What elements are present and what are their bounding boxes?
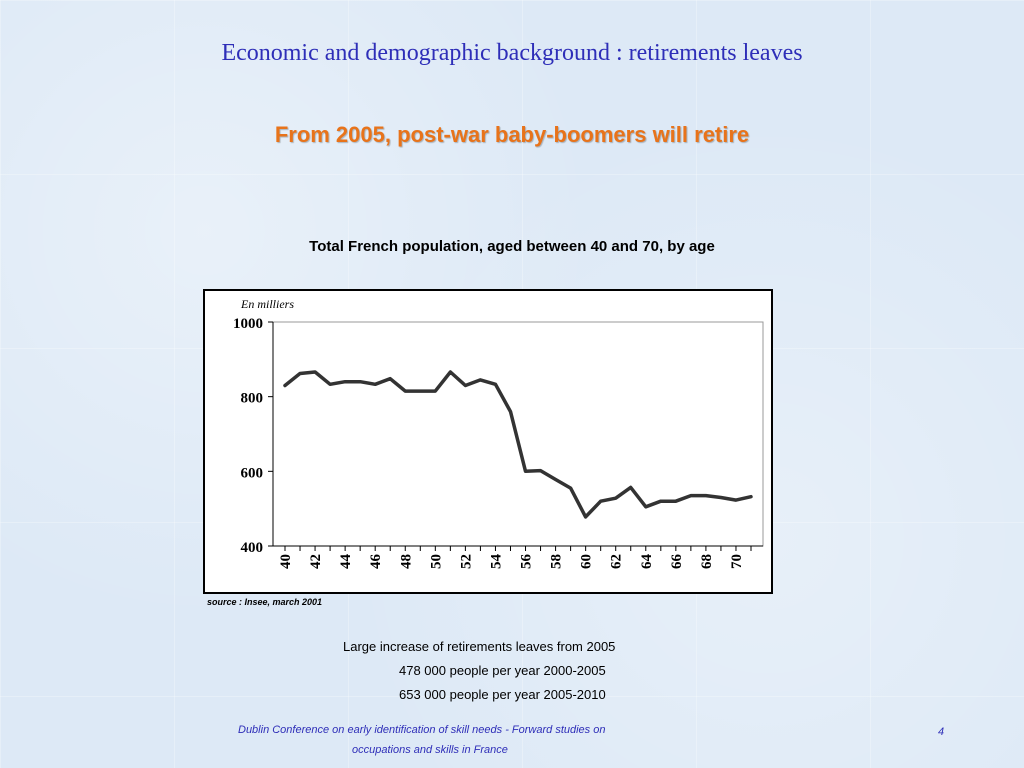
footer-text-line-1: Dublin Conference on early identification of skill needs - Forward studies on: [238, 724, 606, 736]
note-line-1: Large increase of retirements leaves from 2005: [343, 639, 616, 654]
unit-label: En milliers: [241, 297, 294, 311]
slide-subtitle: From 2005, post-war baby-boomers will retire: [274, 122, 750, 147]
x-tick-label: 54: [488, 554, 505, 569]
footer-text-line-2: occupations and skills in France: [352, 744, 508, 756]
series-line: [285, 372, 751, 517]
note-line-2: 478 000 people per year 2000-2005: [399, 663, 606, 678]
chart-title: Total French population, aged between 40 and 70, by age: [309, 238, 715, 255]
x-tick-label: 58: [548, 554, 565, 569]
page-number: 4: [938, 726, 945, 738]
x-tick-label: 50: [428, 554, 445, 569]
note-line-3: 653 000 people per year 2005-2010: [399, 687, 606, 702]
line-chart: [203, 289, 773, 594]
x-tick-label: 46: [368, 554, 385, 569]
x-tick-label: 66: [668, 554, 685, 569]
x-tick-label: 56: [518, 554, 535, 569]
slide-title: Economic and demographic background : retirements leaves: [221, 40, 803, 66]
y-tick-label: 400: [240, 540, 263, 556]
y-tick-label: 600: [240, 465, 263, 482]
x-tick-label: 70: [728, 554, 745, 569]
x-tick-label: 44: [338, 554, 355, 569]
y-tick-label: 800: [240, 390, 263, 407]
source-note: source : Insee, march 2001: [207, 597, 323, 607]
y-tick-label: 1000: [233, 316, 263, 332]
x-tick-label: 40: [278, 554, 294, 569]
chart-canvas: [205, 291, 771, 592]
x-tick-label: 64: [638, 554, 655, 569]
x-tick-label: 52: [458, 554, 475, 569]
x-tick-label: 60: [578, 554, 595, 569]
x-tick-label: 62: [608, 554, 625, 569]
x-tick-label: 48: [398, 554, 415, 569]
plot-area: [273, 322, 763, 546]
x-tick-label: 68: [698, 554, 715, 569]
x-tick-label: 42: [308, 554, 325, 569]
